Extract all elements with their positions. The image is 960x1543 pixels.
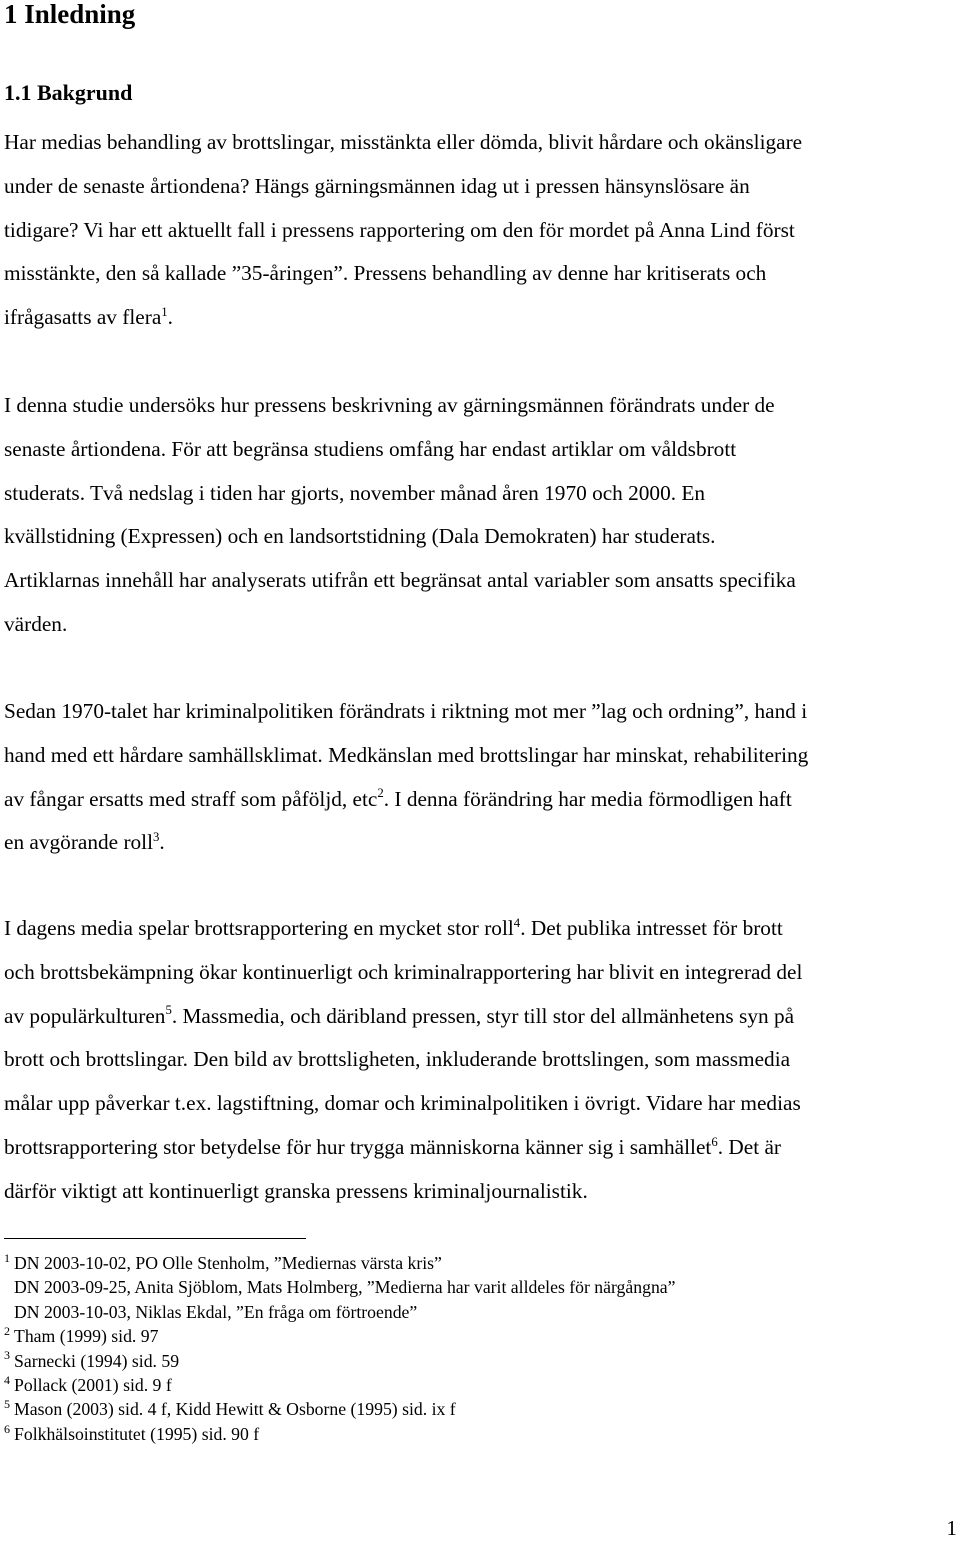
text-segment: . Massmedia, och däribland pressen, styr till stor del allmänhetens syn på <box>171 1003 795 1028</box>
footnote-text: Pollack (2001) sid. 9 f <box>14 1374 172 1395</box>
page-number: 1 <box>946 1516 957 1540</box>
footnote-text: Folkhälsoinstitutet (1995) sid. 90 f <box>14 1423 260 1444</box>
text-line: under de senaste årtiondena? Hängs gärningsmännen idag ut i pressen hänsynslösare än <box>4 173 750 198</box>
text-line <box>4 907 960 951</box>
text-segment: ifrågasatts av flera <box>4 305 162 330</box>
text-segment: en avgörande roll <box>4 830 154 855</box>
footnote-2 <box>4 1324 675 1348</box>
footnote-separator <box>4 1238 306 1239</box>
footnote-reference[interactable]: 2 <box>377 786 384 801</box>
text-segment: . <box>167 305 173 330</box>
text-line: Har medias behandling av brottslingar, misstänkta eller dömda, blivit hårdare och okänsligare <box>4 130 803 154</box>
text-line: hand med ett hårdare samhällsklimat. Medkänslan med brottslingar har minskat, rehabilitering <box>4 742 809 767</box>
section-heading: 1.1 Bakgrund <box>4 80 133 105</box>
text-line: Artiklarnas innehåll har analyserats utifrån ett begränsat antal variabler som ansatts specifika <box>4 568 796 593</box>
footnote-text: Tham (1999) sid. 97 <box>14 1326 159 1347</box>
footnote-reference[interactable]: 4 <box>513 915 521 930</box>
footnote-number: 5 <box>4 1397 11 1412</box>
footnote-text: Mason (2003) sid. 4 f, Kidd Hewitt & Osborne (1995) sid. ix f <box>14 1399 456 1420</box>
text-line: värden. <box>4 611 68 636</box>
footnote-number: 1 <box>4 1250 11 1265</box>
footnote-1-continued: DN 2003-09-25, Anita Sjöblom, Mats Holmberg, ”Medierna har varit alldeles för närgångna” <box>14 1277 676 1298</box>
footnote-5 <box>4 1397 675 1421</box>
text-line: tidigare? Vi har ett aktuellt fall i pressens rapportering om den för mordet på Anna Lind först <box>4 217 795 242</box>
footnote-number: 4 <box>4 1372 11 1387</box>
text-line: kvällstidning (Expressen) och en landsortstidning (Dala Demokraten) har studerats. <box>4 524 716 549</box>
paragraph-criminal-policy <box>4 690 960 865</box>
text-segment: . I denna förändring har media förmodligen haft <box>383 786 792 811</box>
footnote-reference[interactable]: 1 <box>161 304 168 319</box>
text-line <box>4 1126 960 1170</box>
text-line <box>4 821 960 865</box>
text-line: målar upp påverkar t.ex. lagstiftning, domar och kriminalpolitiken i övrigt. Vidare har medias <box>4 1091 801 1116</box>
footnote-text: DN 2003-10-02, PO Olle Stenholm, ”Mediernas värsta kris” <box>14 1253 442 1273</box>
chapter-heading: 1 Inledning <box>4 0 136 29</box>
text-line: och brottsbekämpning ökar kontinuerligt och kriminalrapportering har blivit en integrerad del <box>4 959 803 984</box>
footnote-reference[interactable]: 6 <box>711 1134 718 1149</box>
paragraph-background <box>4 121 960 340</box>
footnote-number: 3 <box>4 1348 11 1363</box>
footnote-1 <box>4 1251 675 1275</box>
footnote-number: 2 <box>4 1323 11 1338</box>
footnote-1-continued: DN 2003-10-03, Niklas Ekdal, ”En fråga om förtroende” <box>14 1301 418 1322</box>
text-segment: av populärkulturen <box>4 1003 166 1028</box>
text-line <box>4 296 960 340</box>
text-line: Sedan 1970-talet har kriminalpolitiken förändrats i riktning mot mer ”lag och ordning”, hand i <box>4 699 808 723</box>
footnote-number: 6 <box>4 1421 11 1436</box>
text-line: senaste årtiondena. För att begränsa studiens omfång har endast artiklar om våldsbrott <box>4 436 737 461</box>
text-line: misstänkte, den så kallade ”35-åringen”. Pressens behandling av denne har kritiserats och <box>4 261 767 286</box>
footnote-3 <box>4 1349 675 1373</box>
footnote-text: Sarnecki (1994) sid. 59 <box>14 1350 180 1371</box>
text-line: brott och brottslingar. Den bild av brottsligheten, inkluderande brottslingen, som massmedia <box>4 1047 791 1072</box>
text-segment: brottsrapportering stor betydelse för hur trygga människorna känner sig i samhället <box>4 1134 712 1159</box>
text-line: I denna studie undersöks hur pressens beskrivning av gärningsmännen förändrats under de <box>4 393 775 417</box>
footnotes <box>4 1251 675 1446</box>
footnote-reference[interactable]: 5 <box>165 1003 172 1018</box>
text-line: studerats. Två nedslag i tiden har gjorts, november månad åren 1970 och 2000. En <box>4 480 706 505</box>
text-segment: . Det publika intresset för brott <box>520 916 783 940</box>
text-segment: . Det är <box>717 1134 782 1159</box>
paragraph-study-scope <box>4 384 960 647</box>
text-segment: av fångar ersatts med straff som påföljd, etc <box>4 786 378 811</box>
text-line: därför viktigt att kontinuerligt granska pressens kriminaljournalistik. <box>4 1178 588 1203</box>
footnote-4 <box>4 1373 675 1397</box>
text-line <box>4 778 960 822</box>
footnote-6 <box>4 1422 675 1446</box>
paragraph-media-reporting <box>4 907 960 1214</box>
footnote-reference[interactable]: 3 <box>153 830 160 845</box>
text-line <box>4 995 960 1039</box>
text-segment: . <box>159 830 165 855</box>
text-segment: I dagens media spelar brottsrapportering en mycket stor roll <box>4 916 514 940</box>
